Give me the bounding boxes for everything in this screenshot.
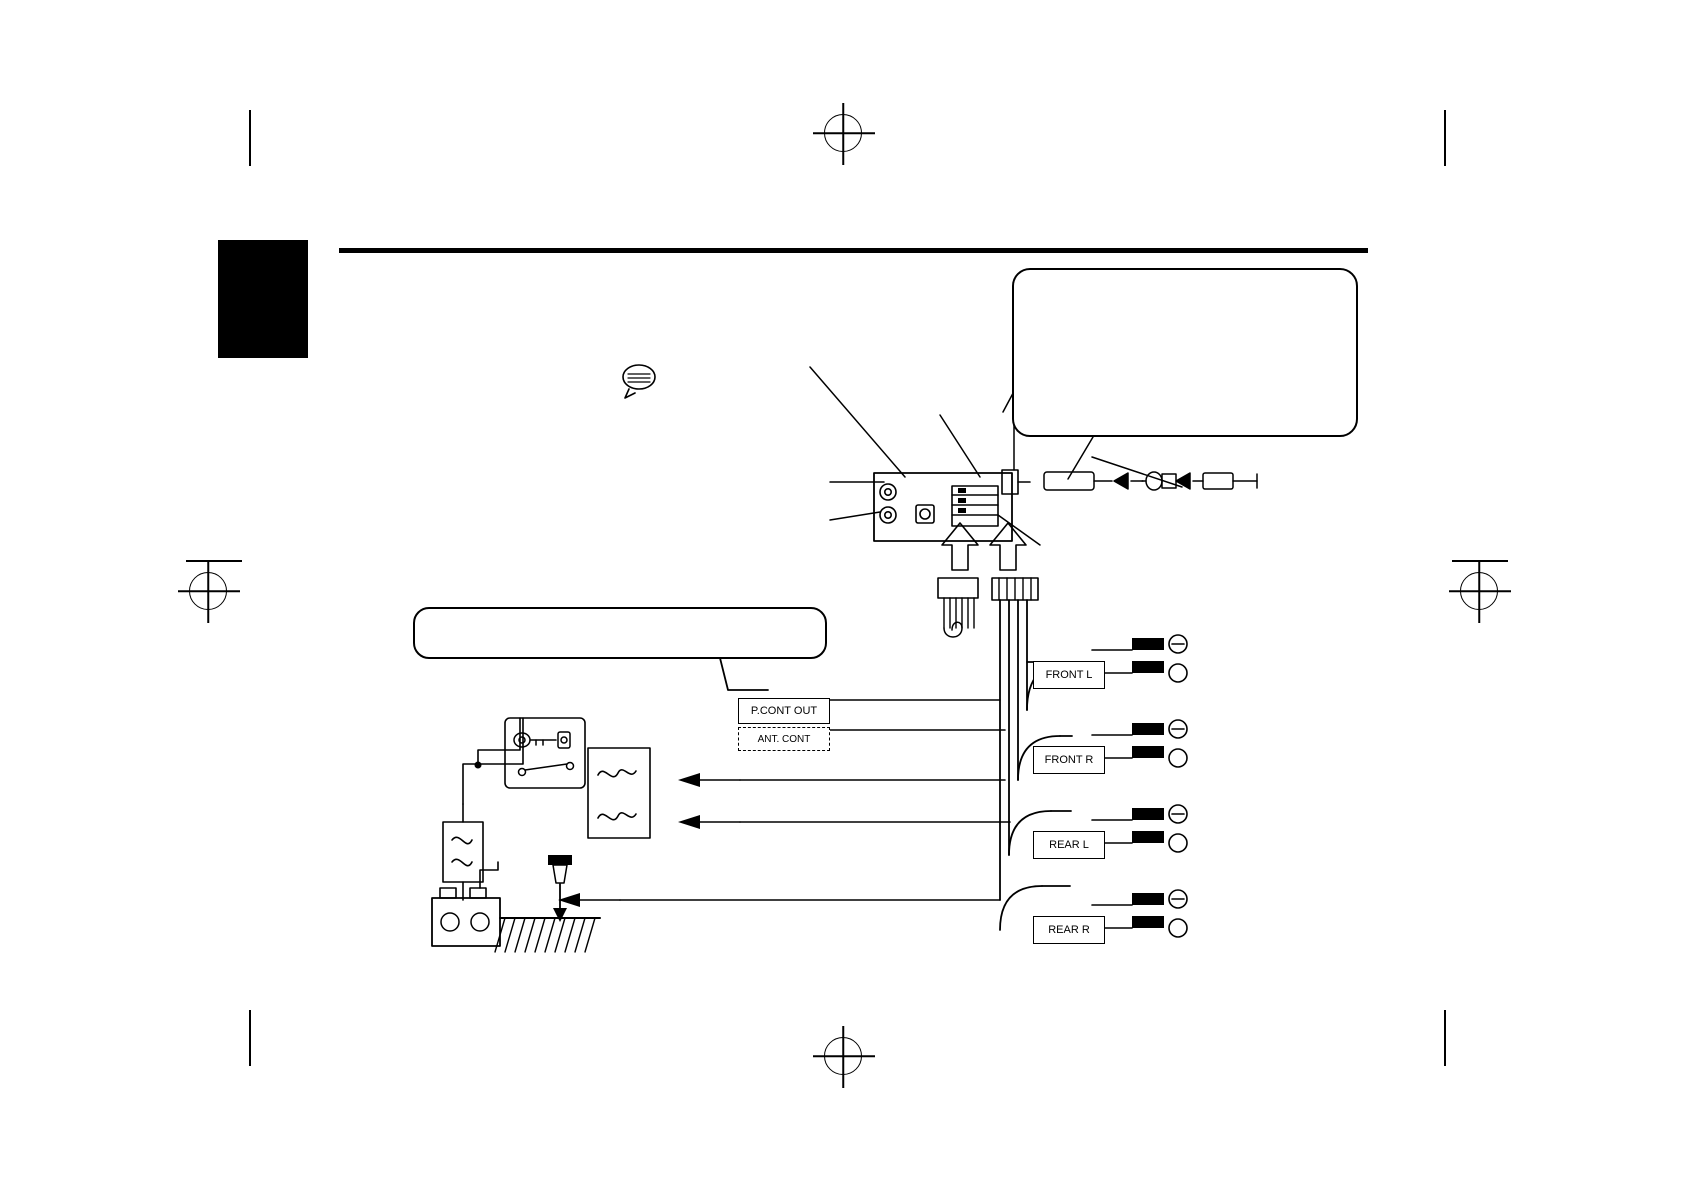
- speaker-label-rear-left: REAR L: [1033, 831, 1105, 859]
- speaker-label-front-left: FRONT L: [1033, 661, 1105, 689]
- note-bar: [413, 607, 827, 659]
- speaker-label-rear-right: REAR R: [1033, 916, 1105, 944]
- speaker-label-front-right: FRONT R: [1033, 746, 1105, 774]
- wire-label-ant-cont: ANT. CONT: [738, 727, 830, 751]
- wire-label-p-cont-out: P.CONT OUT: [738, 698, 830, 724]
- antenna-plug-detail-callout: [1012, 268, 1358, 437]
